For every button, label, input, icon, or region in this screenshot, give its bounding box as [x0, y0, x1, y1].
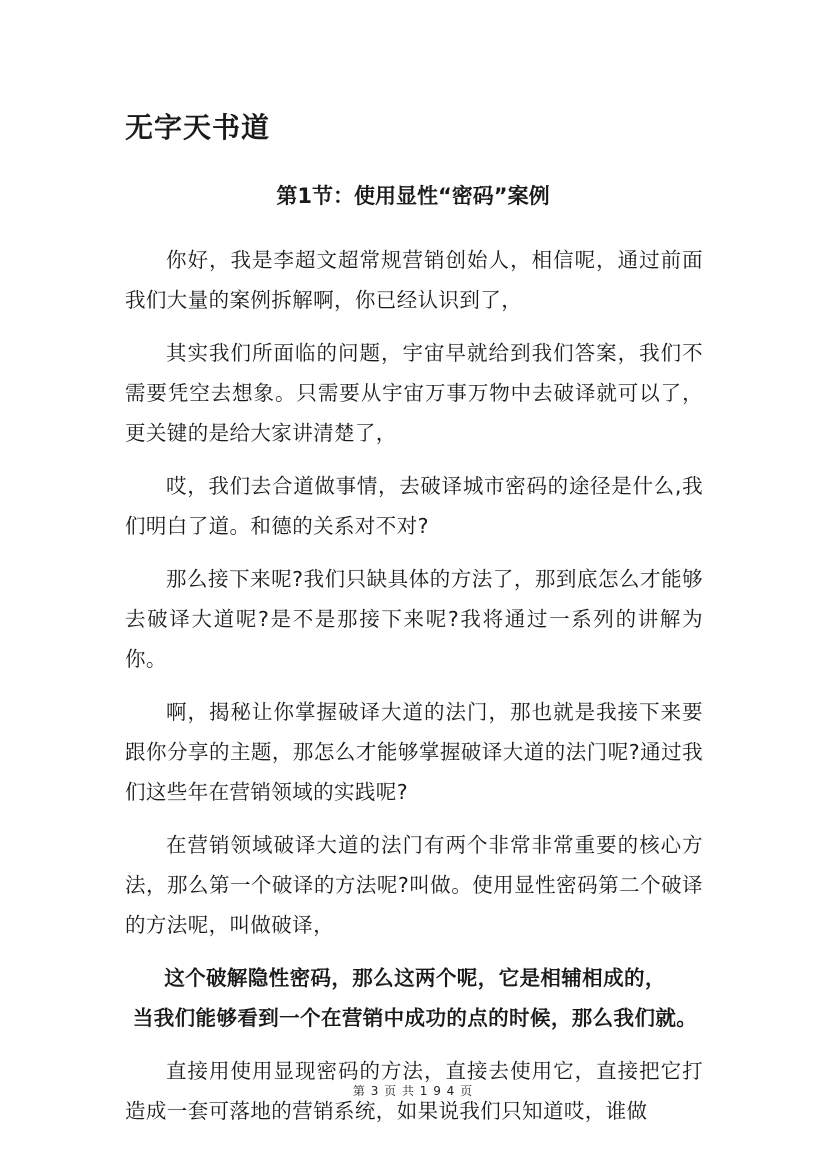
paragraph: 你好，我是李超文超常规营销创始人，相信呢，通过前面我们大量的案例拆解啊，你已经认识到了，: [125, 248, 703, 312]
bold-emphasis-block: [119, 958, 711, 1038]
page-footer: 第 3 页 共 1 9 4 页: [352, 1084, 474, 1098]
paragraph: 在营销领域破译大道的法门有两个非常非常重要的核心方法，那么第一个破译的方法呢?叫做。使用显性密码第二个破译的方法呢，叫做破译，: [125, 833, 703, 937]
bold-line: 这个破解隐性密码，那么这两个呢，它是相辅相成的，: [164, 966, 666, 990]
bold-line: 当我们能够看到一个在营销中成功的点的时候，那么我们就。: [132, 1006, 698, 1030]
section-title: 第1节：使用显性“密码”案例: [276, 184, 550, 208]
paragraph: 哎，我们去合道做事情，去破译城市密码的途径是什么,我们明白了道。和德的关系对不对?: [125, 474, 703, 538]
paragraph: 其实我们所面临的问题，宇宙早就给到我们答案，我们不需要凭空去想象。只需要从宇宙万事万物中去破译就可以了，更关键的是给大家讲清楚了，: [125, 341, 703, 445]
paragraph: 那么接下来呢?我们只缺具体的方法了，那到底怎么才能够去破译大道呢?是不是那接下来呢?我将通过一系列的讲解为你。: [125, 567, 703, 671]
document-title: 无字天书道: [125, 111, 271, 144]
paragraph: 直接用使用显现密码的方法，直接去使用它，直接把它打造成一套可落地的营销系统，如果说我们只知道哎，谁做: [125, 1059, 703, 1123]
document-body: [125, 240, 703, 1144]
paragraph: 啊，揭秘让你掌握破译大道的法门，那也就是我接下来要跟你分享的主题，那怎么才能够掌握破译大道的法门呢?通过我们这些年在营销领域的实践呢?: [125, 700, 703, 804]
